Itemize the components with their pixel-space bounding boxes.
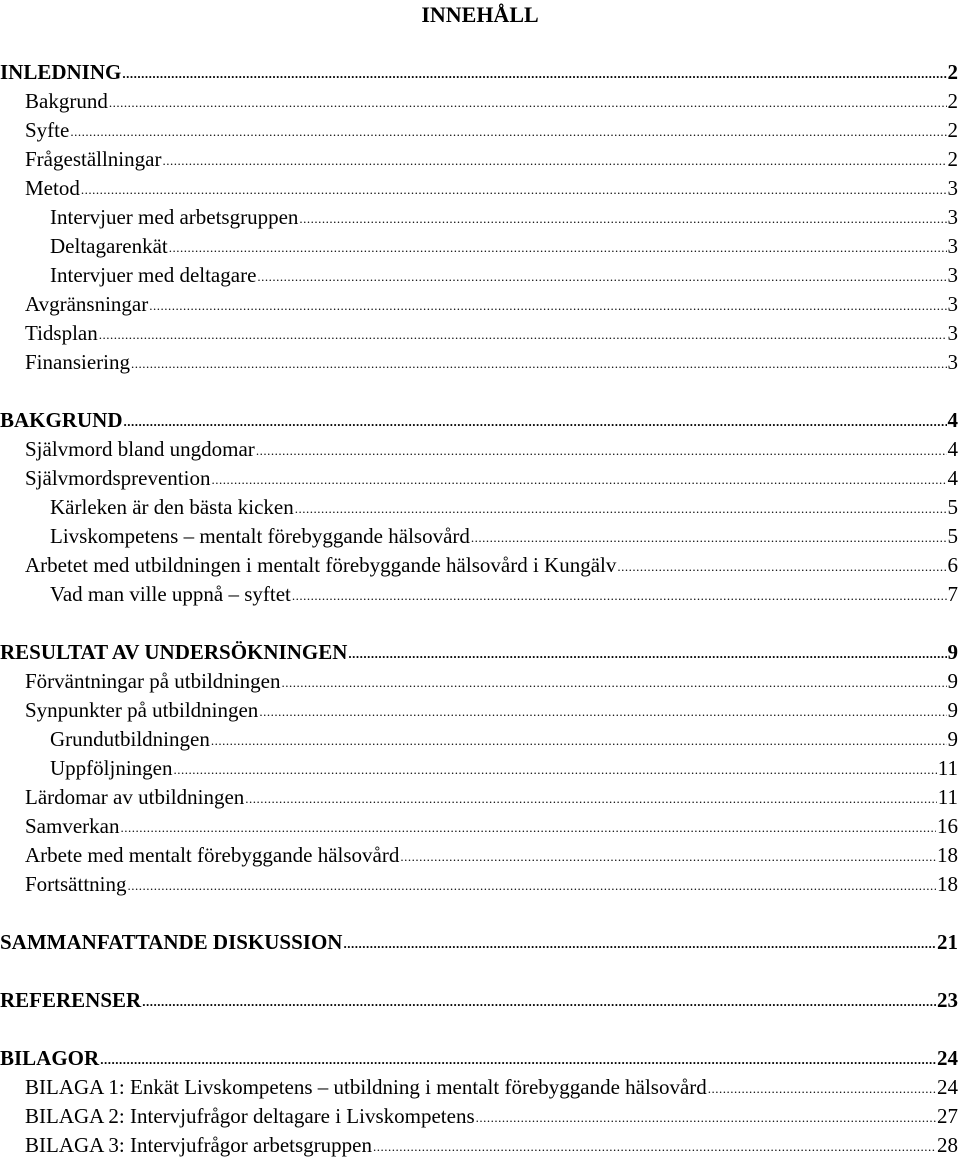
toc-section-entry[interactable]	[0, 406, 960, 435]
toc-page-number: 24	[937, 1046, 958, 1070]
dot-leader	[400, 842, 936, 871]
dot-leader	[149, 291, 946, 320]
toc-entry[interactable]	[0, 493, 960, 522]
dot-leader	[120, 813, 936, 842]
dot-leader	[173, 755, 936, 784]
dot-leader	[81, 175, 947, 204]
toc-page-number: 2	[947, 60, 958, 84]
toc-entry[interactable]	[0, 203, 960, 232]
toc-page-number: 9	[947, 698, 958, 722]
toc-entry[interactable]	[0, 261, 960, 290]
dot-leader	[373, 1132, 936, 1161]
toc-entry[interactable]	[0, 522, 960, 551]
toc-page-number: 4	[947, 408, 958, 432]
toc-entry[interactable]	[0, 232, 960, 261]
toc-entry-label: Självmordsprevention	[25, 466, 211, 490]
dot-leader	[476, 1103, 936, 1132]
page-title: INNEHÅLL	[421, 2, 539, 27]
toc-entry-label: Bakgrund	[25, 89, 108, 113]
dot-leader	[257, 262, 946, 291]
toc-entry-label: INLEDNING	[0, 60, 122, 84]
dot-leader	[99, 320, 947, 349]
toc-page-number: 11	[937, 785, 958, 809]
dot-leader	[169, 233, 947, 262]
toc-section-entry[interactable]	[0, 638, 960, 667]
dot-leader	[128, 871, 936, 900]
toc-page-number: 3	[947, 321, 958, 345]
toc-entry-label: Vad man ville uppnå – syftet	[50, 582, 291, 606]
dot-leader	[211, 465, 946, 494]
dot-leader	[124, 407, 947, 436]
dot-leader	[122, 59, 946, 88]
toc-page-number: 21	[937, 930, 958, 954]
toc-entry[interactable]	[0, 435, 960, 464]
toc-entry-label: Intervjuer med deltagare	[50, 263, 257, 287]
dot-leader	[100, 1045, 936, 1074]
toc-page-number: 28	[937, 1133, 958, 1157]
toc-entry-label: Metod	[25, 176, 80, 200]
toc-page-number: 27	[937, 1104, 958, 1128]
toc-entry-label: BILAGA 1: Enkät Livskompetens – utbildning i mentalt förebyggande hälsovård	[25, 1075, 707, 1099]
toc-entry[interactable]	[0, 696, 960, 725]
dot-leader	[348, 639, 946, 668]
toc-entry-label: Kärleken är den bästa kicken	[50, 495, 294, 519]
dot-leader	[162, 146, 946, 175]
dot-leader	[131, 349, 947, 378]
toc-section-entry[interactable]	[0, 928, 960, 957]
toc-entry[interactable]	[0, 841, 960, 870]
toc-entry-label: Syfte	[25, 118, 70, 142]
toc-entry[interactable]	[0, 319, 960, 348]
toc-page-number: 3	[947, 205, 958, 229]
toc-entry-label: Avgränsningar	[25, 292, 149, 316]
dot-leader	[708, 1074, 936, 1103]
toc-page-number: 3	[947, 350, 958, 374]
toc-page-number: 4	[947, 466, 958, 490]
toc-entry-label: Lärdomar av utbildningen	[25, 785, 245, 809]
toc-entry[interactable]	[0, 87, 960, 116]
toc-section-entry[interactable]	[0, 1044, 960, 1073]
dot-leader	[299, 204, 946, 233]
dot-leader	[70, 117, 946, 146]
toc-section-entry[interactable]	[0, 986, 960, 1015]
toc-page-number: 5	[947, 495, 958, 519]
toc-entry-label: Livskompetens – mentalt förebyggande hälsovård	[50, 524, 470, 548]
toc-entry[interactable]	[0, 145, 960, 174]
toc-page-number: 24	[937, 1075, 958, 1099]
toc-entry-label: BILAGA 2: Intervjufrågor deltagare i Livskompetens	[25, 1104, 475, 1128]
toc-page-number: 9	[947, 669, 958, 693]
toc-page-number: 3	[947, 176, 958, 200]
toc-entry[interactable]	[0, 812, 960, 841]
toc-entry[interactable]	[0, 667, 960, 696]
dot-leader	[295, 494, 947, 523]
toc-entry-label: Frågeställningar	[25, 147, 162, 171]
toc-page-number: 3	[947, 292, 958, 316]
toc-page-number: 5	[947, 524, 958, 548]
dot-leader	[617, 552, 946, 581]
toc-page-number: 11	[937, 756, 958, 780]
toc-entry-label: REFERENSER	[0, 988, 142, 1012]
toc-entry-label: BAKGRUND	[0, 408, 123, 432]
dot-leader	[245, 784, 936, 813]
toc-entry-label: Intervjuer med arbetsgruppen	[50, 205, 299, 229]
toc-entry-label: Grundutbildningen	[50, 727, 210, 751]
dot-leader	[343, 929, 936, 958]
toc-page-number: 6	[947, 553, 958, 577]
toc-page-number: 2	[947, 147, 958, 171]
toc-entry-label: Synpunkter på utbildningen	[25, 698, 259, 722]
toc-section-entry[interactable]	[0, 58, 960, 87]
toc-entry-label: BILAGOR	[0, 1046, 100, 1070]
toc-entry-label: RESULTAT AV UNDERSÖKNINGEN	[0, 640, 348, 664]
toc-entry[interactable]	[0, 754, 960, 783]
toc-page-number: 9	[947, 640, 958, 664]
toc-entry[interactable]	[0, 1131, 960, 1160]
dot-leader	[109, 88, 947, 117]
dot-leader	[211, 726, 947, 755]
toc-entry[interactable]	[0, 174, 960, 203]
toc-page-number: 3	[947, 234, 958, 258]
toc-page-number: 16	[937, 814, 958, 838]
dot-leader	[471, 523, 947, 552]
toc-page-number: 9	[947, 727, 958, 751]
toc-entry-label: Självmord bland ungdomar	[25, 437, 255, 461]
toc-page-number: 2	[947, 118, 958, 142]
toc-page-number: 18	[937, 843, 958, 867]
toc-entry[interactable]	[0, 551, 960, 580]
toc-entry[interactable]	[0, 580, 960, 609]
toc-page-number: 2	[947, 89, 958, 113]
toc-entry-label: Arbete med mentalt förebyggande hälsovård	[25, 843, 400, 867]
toc-entry-label: Samverkan	[25, 814, 120, 838]
toc-entry[interactable]	[0, 348, 960, 377]
dot-leader	[281, 668, 946, 697]
toc-page-number: 7	[947, 582, 958, 606]
toc-entry[interactable]	[0, 464, 960, 493]
toc-entry[interactable]	[0, 1102, 960, 1131]
dot-leader	[256, 436, 947, 465]
toc-entry-label: BILAGA 3: Intervjufrågor arbetsgruppen	[25, 1133, 372, 1157]
toc-page-number: 18	[937, 872, 958, 896]
dot-leader	[259, 697, 946, 726]
toc-entry[interactable]	[0, 116, 960, 145]
toc-page-number: 3	[947, 263, 958, 287]
dot-leader	[292, 581, 947, 610]
toc-entry-label: Arbetet med utbildningen i mentalt förebyggande hälsovård i Kungälv	[25, 553, 617, 577]
toc-page-number: 4	[947, 437, 958, 461]
table-of-contents	[0, 58, 960, 1160]
toc-entry-label: Deltagarenkät	[50, 234, 168, 258]
toc-entry-label: Fortsättning	[25, 872, 127, 896]
toc-entry-label: Uppföljningen	[50, 756, 173, 780]
toc-page-number: 23	[937, 988, 958, 1012]
toc-entry[interactable]	[0, 725, 960, 754]
dot-leader	[142, 987, 936, 1016]
toc-entry-label: SAMMANFATTANDE DISKUSSION	[0, 930, 343, 954]
toc-entry[interactable]	[0, 870, 960, 899]
toc-entry-label: Tidsplan	[25, 321, 98, 345]
toc-entry[interactable]	[0, 290, 960, 319]
toc-entry-label: Finansiering	[25, 350, 130, 374]
toc-entry[interactable]	[0, 783, 960, 812]
toc-entry[interactable]	[0, 1073, 960, 1102]
toc-entry-label: Förväntningar på utbildningen	[25, 669, 281, 693]
